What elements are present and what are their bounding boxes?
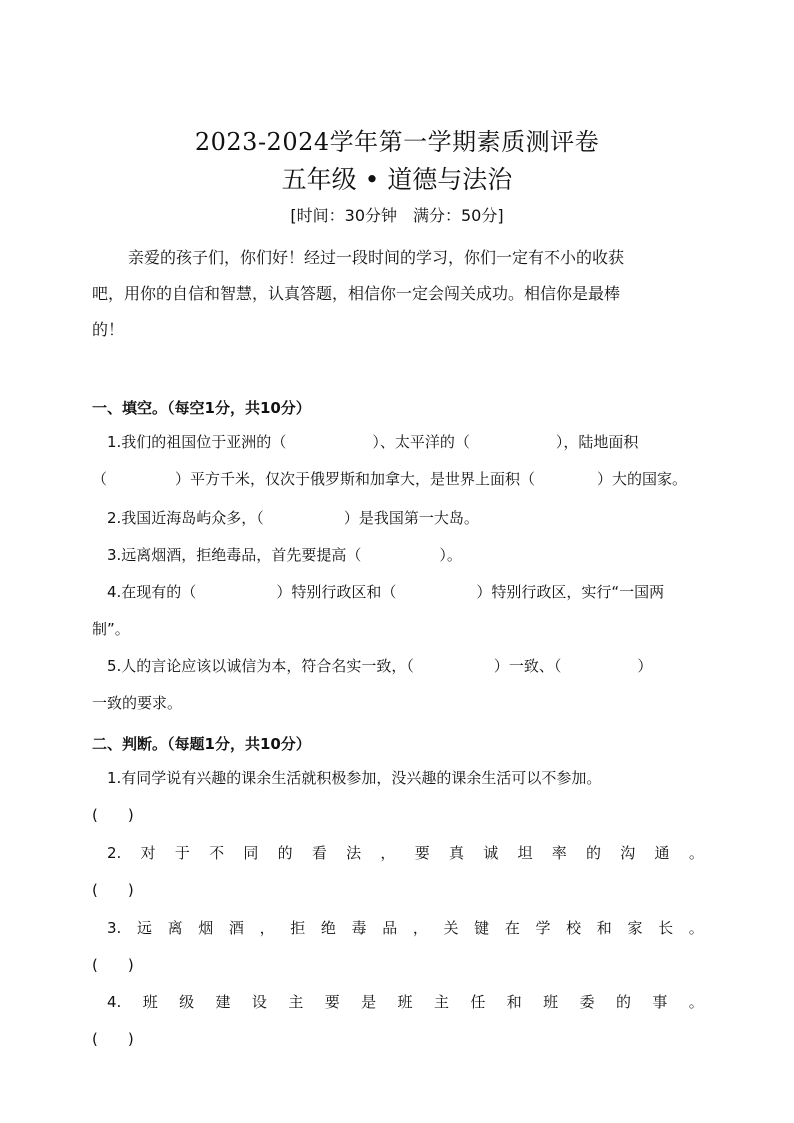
- char: 坦: [517, 844, 533, 862]
- char: 对: [140, 844, 156, 862]
- char: 诚: [483, 844, 499, 862]
- question-judge-3: [92, 910, 704, 984]
- question-text: 1.有同学说有兴趣的课余生活就积极参加，没兴趣的课余生活可以不参加。: [107, 769, 602, 787]
- char: 远: [136, 919, 152, 937]
- char: 。: [688, 919, 704, 937]
- char: ，: [412, 919, 428, 937]
- intro-line: 的！: [92, 320, 125, 339]
- question-text: ）特别行政区，实行“一国两: [476, 583, 665, 601]
- char: 事: [652, 993, 668, 1011]
- char: 委: [579, 993, 595, 1011]
- answer-paren[interactable]: ( ): [92, 881, 134, 899]
- char: 任: [470, 993, 486, 1011]
- question-text: [107, 835, 704, 872]
- question-text: 2.我国近海岛屿众多，（: [107, 509, 264, 527]
- intro-paragraph: [92, 240, 704, 348]
- intro-line: 吧，用你的自信和智慧，认真答题，相信你一定会闯关成功。相信你是最棒: [92, 284, 621, 303]
- question-fill-4: [92, 574, 704, 648]
- char: ，: [380, 844, 396, 862]
- char: 家: [627, 919, 643, 937]
- question-text: ）、太平洋的（: [372, 433, 470, 451]
- char: 毒: [351, 919, 367, 937]
- question-text: 4.在现有的（: [107, 583, 197, 601]
- char: 3.: [107, 919, 122, 937]
- char: 和: [596, 919, 612, 937]
- char: 烟: [198, 919, 214, 937]
- char: 建: [215, 993, 231, 1011]
- char: 同: [243, 844, 259, 862]
- char: 真: [448, 844, 464, 862]
- char: 。: [688, 844, 704, 862]
- question-text: ）: [637, 657, 653, 675]
- char: 主: [288, 993, 304, 1011]
- answer-paren[interactable]: ( ): [92, 806, 134, 824]
- question-text: ）一致、（: [493, 657, 562, 675]
- char: 长: [658, 919, 674, 937]
- question-fill-5: [92, 648, 704, 722]
- char: 和: [506, 993, 522, 1011]
- section-heading-judge: 二、判断。（每题1分，共10分）: [92, 735, 311, 753]
- question-text: ）是我国第一大岛。: [343, 509, 479, 527]
- question-text: （: [92, 470, 108, 488]
- char: 班: [543, 993, 559, 1011]
- question-text: ）。: [439, 546, 462, 564]
- char: 不: [209, 844, 225, 862]
- question-text: [107, 910, 704, 947]
- question-text: [107, 984, 704, 1021]
- char: ，: [259, 919, 275, 937]
- question-text: ）特别行政区和（: [276, 583, 397, 601]
- char: 拒: [290, 919, 306, 937]
- char: 设: [251, 993, 267, 1011]
- answer-paren[interactable]: ( ): [92, 956, 134, 974]
- char: 通: [654, 844, 670, 862]
- char: 。: [688, 993, 704, 1011]
- exam-title: 2023-2024学年第一学期素质测评卷: [194, 128, 600, 156]
- exam-subject: 五年级 • 道德与法治: [281, 165, 513, 194]
- question-text: ），陆地面积: [555, 433, 639, 451]
- char: 4.: [107, 993, 122, 1011]
- char: 沟: [620, 844, 636, 862]
- char: 于: [174, 844, 190, 862]
- char: 是: [361, 993, 377, 1011]
- question-text: 5.人的言论应该以诚信为本，符合名实一致，（: [107, 657, 414, 675]
- char: 要: [414, 844, 430, 862]
- char: 的: [277, 844, 293, 862]
- question-text: ）大的国家。: [597, 470, 688, 488]
- char: 绝: [320, 919, 336, 937]
- char: 在: [504, 919, 520, 937]
- question-fill-2: [92, 500, 704, 537]
- char: 学: [535, 919, 551, 937]
- question-text: 制”。: [92, 620, 130, 638]
- question-text: 3.远离烟酒，拒绝毒品，首先要提高（: [107, 546, 362, 564]
- char: 班: [397, 993, 413, 1011]
- char: 要: [324, 993, 340, 1011]
- char: 级: [179, 993, 195, 1011]
- char: 主: [433, 993, 449, 1011]
- char: 的: [586, 844, 602, 862]
- char: 键: [474, 919, 490, 937]
- char: 校: [566, 919, 582, 937]
- char: 的: [615, 993, 631, 1011]
- question-judge-2: [92, 835, 704, 909]
- question-text: 一致的要求。: [92, 694, 183, 712]
- exam-time-score: [时间：30分钟 满分：50分]: [290, 206, 504, 225]
- answer-paren[interactable]: ( ): [92, 1030, 134, 1048]
- question-fill-1: [92, 424, 704, 498]
- question-text: ）平方千米，仅次于俄罗斯和加拿大，是世界上面积（: [175, 470, 536, 488]
- char: 品: [382, 919, 398, 937]
- char: 离: [167, 919, 183, 937]
- char: 率: [551, 844, 567, 862]
- char: 2.: [107, 844, 122, 862]
- char: 看: [311, 844, 327, 862]
- char: 酒: [228, 919, 244, 937]
- question-text: 1.我们的祖国位于亚洲的（: [107, 433, 287, 451]
- question-judge-4: [92, 984, 704, 1058]
- intro-line: 亲爱的孩子们，你们好！经过一段时间的学习，你们一定有不小的收获: [128, 248, 625, 267]
- question-fill-3: [92, 537, 704, 574]
- char: 关: [443, 919, 459, 937]
- char: 班: [142, 993, 158, 1011]
- section-heading-fill: 一、填空。（每空1分，共10分）: [92, 399, 311, 417]
- char: 法: [346, 844, 362, 862]
- question-judge-1: [92, 760, 704, 834]
